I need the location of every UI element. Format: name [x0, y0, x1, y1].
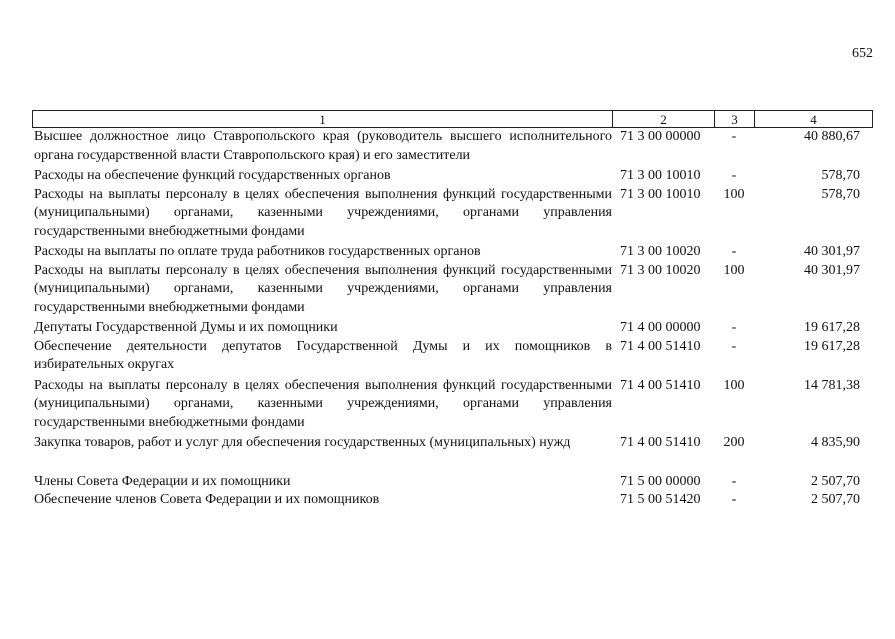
row-expense-type: - [731, 244, 737, 259]
row-expense-type: 100 [723, 186, 745, 202]
row-expense-type: - [731, 473, 737, 489]
row-code: 71 3 00 10010 [620, 186, 701, 202]
row-expense-type: - [731, 168, 737, 183]
row-code: 71 5 00 00000 [620, 473, 701, 489]
column-header-table [32, 110, 873, 128]
row-expense-type: - [731, 129, 737, 144]
row-code: 71 3 00 00000 [620, 129, 701, 144]
row-expense-type: 100 [723, 262, 745, 278]
table-row [32, 243, 872, 262]
row-description: Расходы на выплаты персоналу в целях обеспечения выполнения функций государственными (муниципальными) органами, казенными учреждениями, органами управления государственными внебюджетными фондами [34, 377, 612, 430]
budget-table-body [32, 128, 872, 510]
row-code: 71 4 00 51410 [620, 435, 701, 450]
row-code: 71 4 00 51410 [620, 377, 701, 393]
row-description: Закупка товаров, работ и услуг для обеспечения государственных (муниципальных) нужд [34, 435, 571, 450]
page-number: 652 [852, 46, 873, 61]
table-row [32, 319, 872, 338]
row-sum: 578,70 [821, 186, 860, 202]
row-description: Расходы на выплаты персоналу в целях обеспечения выполнения функций государственными (муниципальными) органами, казенными учреждениями, органами управления государственными внебюджетными фондами [34, 262, 612, 315]
table-row [32, 377, 872, 433]
row-code: 71 3 00 10010 [620, 168, 701, 183]
row-sum: 2 507,70 [811, 492, 860, 507]
row-code: 71 4 00 00000 [620, 320, 701, 335]
row-description: Расходы на выплаты по оплате труда работников государственных органов [34, 244, 481, 259]
row-sum: 4 835,90 [811, 435, 860, 450]
row-description: Обеспечение членов Совета Федерации и их помощников [34, 492, 380, 507]
column-header-4: 4 [755, 111, 873, 128]
row-description: Члены Совета Федерации и их помощники [34, 473, 291, 489]
row-description: Обеспечение деятельности депутатов Государственной Думы и их помощников в избирательных округах [34, 338, 612, 372]
row-sum: 40 301,97 [804, 262, 860, 278]
row-description: Расходы на выплаты персоналу в целях обеспечения выполнения функций государственными (муниципальными) органами, казенными учреждениями, органами управления государственными внебюджетными фондами [34, 186, 612, 239]
row-expense-type: - [731, 320, 737, 335]
row-description: Высшее должностное лицо Ставропольского края (руководитель высшего исполнительного органа государственной власти Ставропольского края) и его заместители [34, 129, 612, 163]
row-description: Расходы на обеспечение функций государственных органов [34, 168, 391, 183]
row-expense-type: - [731, 492, 737, 507]
row-sum: 19 617,28 [804, 320, 860, 335]
row-sum: 2 507,70 [811, 473, 860, 489]
column-header-2: 2 [613, 111, 715, 128]
table-row [32, 473, 872, 492]
row-code: 71 3 00 10020 [620, 262, 701, 278]
table-row [32, 434, 872, 453]
row-expense-type: 200 [723, 435, 745, 450]
row-code: 71 5 00 51420 [620, 492, 701, 507]
row-expense-type: - [731, 338, 737, 354]
table-row [32, 128, 872, 165]
row-code: 71 4 00 51410 [620, 338, 701, 354]
table-row [32, 167, 872, 186]
row-expense-type: 100 [723, 377, 745, 393]
row-code: 71 3 00 10020 [620, 244, 701, 259]
column-header-3: 3 [715, 111, 755, 128]
row-sum: 14 781,38 [804, 377, 860, 393]
table-row [32, 491, 872, 510]
table-row [32, 186, 872, 242]
row-sum: 578,70 [821, 168, 860, 183]
table-row [32, 338, 872, 375]
row-description: Депутаты Государственной Думы и их помощники [34, 320, 338, 335]
row-sum: 19 617,28 [804, 338, 860, 354]
table-row [32, 262, 872, 318]
row-sum: 40 880,67 [804, 129, 860, 144]
row-sum: 40 301,97 [804, 244, 860, 259]
column-header-row [33, 111, 873, 128]
column-header-1: 1 [33, 111, 613, 128]
